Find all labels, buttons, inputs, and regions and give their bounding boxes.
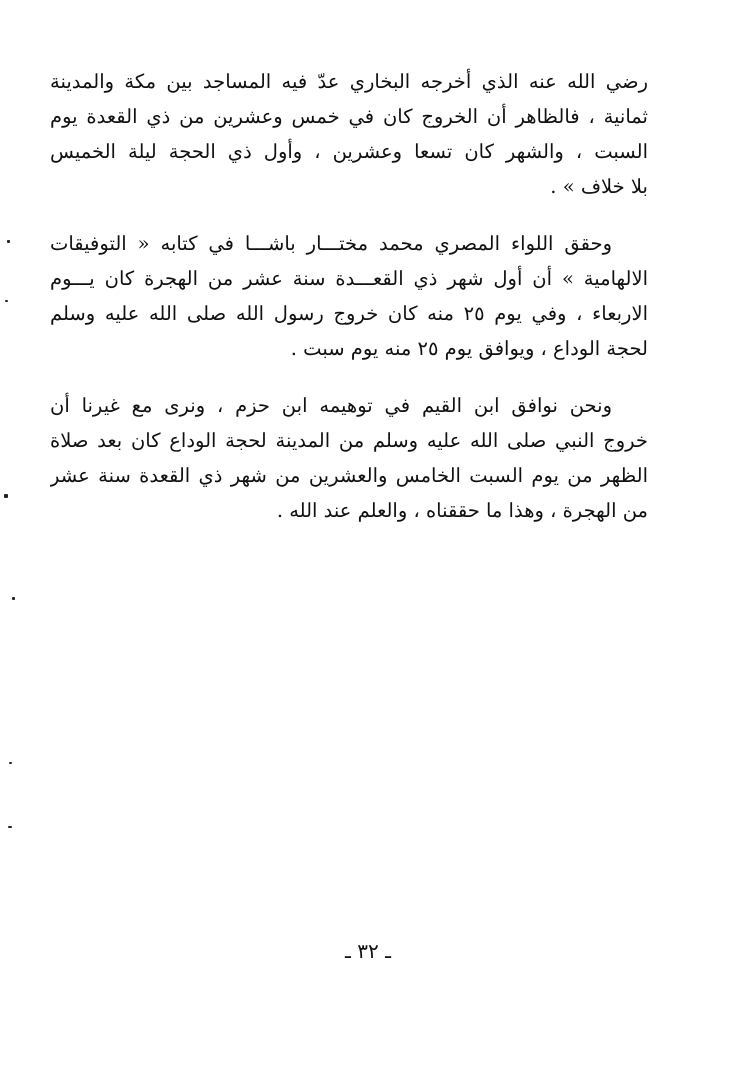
- scan-speck: [8, 826, 12, 828]
- scan-speck: [9, 762, 12, 764]
- text-line: السبت ، والشهر كان تسعا وعشرين ، وأول ذي الحجة ليلة الخميس: [50, 140, 648, 163]
- text-line: بلا خلاف » .: [550, 175, 648, 198]
- text-line: وحقق اللواء المصري محمد مختـــار باشـــا في كتابه « التوفيقات: [50, 232, 612, 255]
- scan-speck: [5, 300, 8, 302]
- text-line: الظهر من يوم السبت الخامس والعشرين من شهر ذي القعدة سنة عشر: [50, 464, 648, 487]
- body-text: [50, 64, 648, 550]
- text-line: الاربعاء ، وفي يوم ٢٥ منه كان خروج رسول الله صلى الله عليه وسلم: [50, 302, 648, 325]
- paragraph-3: [50, 388, 648, 528]
- text-line: ونحن نوافق ابن القيم في توهيمه ابن حزم ، ونرى مع غيرنا أن: [50, 394, 612, 417]
- scan-speck: [4, 494, 8, 498]
- scan-speck: [12, 597, 15, 600]
- text-line: من الهجرة ، وهذا ما حققناه ، والعلم عند الله .: [276, 499, 648, 522]
- scan-speck: [7, 240, 10, 243]
- text-line: ثمانية ، فالظاهر أن الخروج كان في خمس وعشرين من ذي القعدة يوم: [50, 105, 648, 128]
- text-line: الالهامية » أن أول شهر ذي القعـــدة سنة عشر من الهجرة كان يـــوم: [50, 267, 648, 290]
- paragraph-1: [50, 64, 648, 204]
- text-line: خروج النبي صلى الله عليه وسلم من المدينة لحجة الوداع كان بعد صلاة: [50, 429, 648, 452]
- text-line: لحجة الوداع ، ويوافق يوم ٢٥ منه يوم سبت .: [290, 337, 648, 360]
- page-number: ـ ٣٢ ـ: [345, 939, 391, 963]
- paragraph-2: [50, 226, 648, 366]
- text-line: رضي الله عنه الذي أخرجه البخاري عدّ فيه المساجد بين مكة والمدينة: [50, 70, 648, 93]
